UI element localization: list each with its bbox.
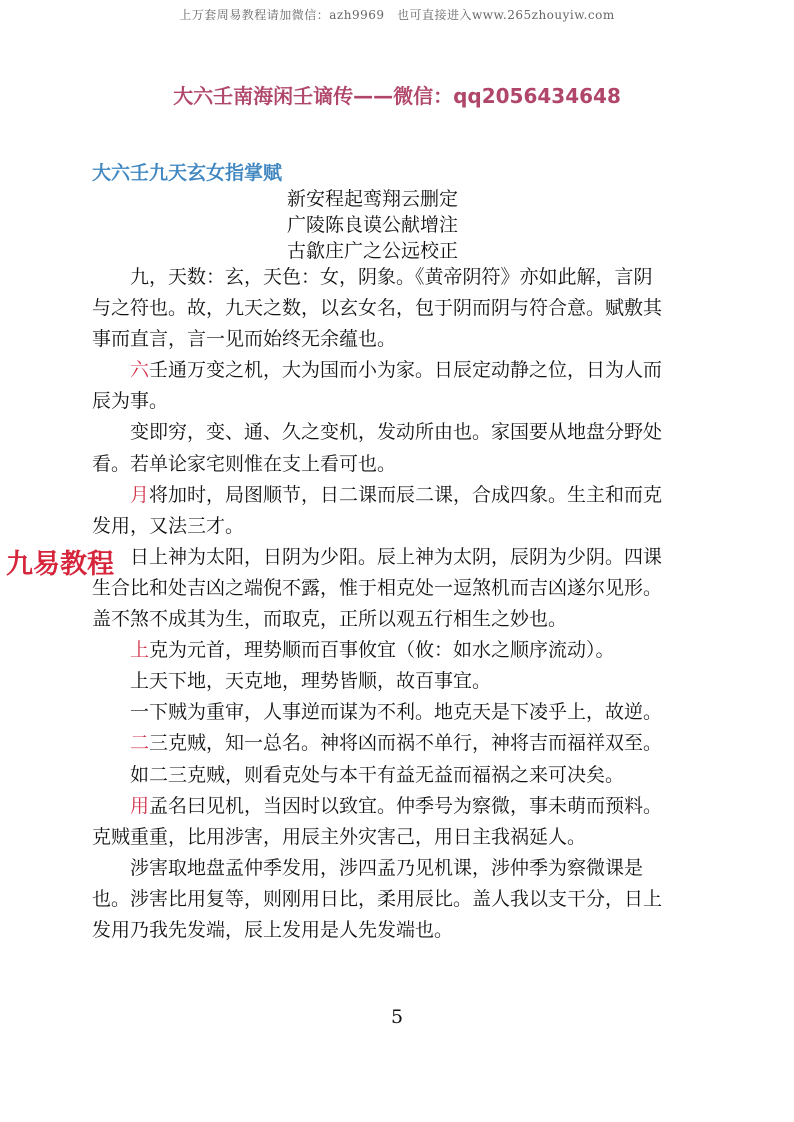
paragraph [92,480,664,542]
paragraph [92,542,664,635]
credit-line: 古歙庄广之公远校正 [287,240,459,262]
paragraph [92,666,664,697]
paragraph [92,791,664,853]
paragraph [92,760,664,791]
paragraph-text: 克为元首，理势顺而百事攸宜（攸：如水之顺序流动）。 [149,639,615,662]
watermark-logo: 九易教程 [6,549,114,580]
paragraph-text: 壬通万变之机，大为国而小为家。日辰定动静之位，日为人而辰为事。 [92,359,663,413]
paragraph-text: 如二三克贼，则看克处与本干有益无益而福祸之来可决矣。 [130,763,625,786]
page-number: 5 [390,1006,404,1028]
paragraph-text: 一下贼为重审，人事逆而谋为不利。地克天是下凌乎上，故逆。 [130,701,663,724]
paragraph-text: 三克贼，知一总名。神将凶而祸不单行，神将吉而福祥双至。 [149,732,663,755]
paragraph [92,262,664,355]
paragraph-lead-char: 上 [130,639,150,662]
paragraph-lead-char: 月 [130,483,150,506]
body-text [92,262,664,946]
paragraph-text: 九，天数：玄，天色：女，阴象。《黄帝阴符》亦如此解，言阴与之符也。故，九天之数，以玄女名，包于阴而阴与符合意。赋敷其事而直言，言一见而始终无余蕴也。 [92,266,663,351]
paragraph [92,853,664,946]
paragraph-lead-char: 六 [130,359,150,382]
credit-line: 广陵陈良谟公献增注 [287,214,459,236]
paragraph [92,697,664,728]
credit-line: 新安程起鸾翔云删定 [287,188,459,210]
paragraph-lead-char: 二 [130,732,150,755]
paragraph-text: 孟名曰见机，当因时以致宜。仲季号为察微，事未萌而预料。克贼重重，比用涉害，用辰主外灾害己，用日主我祸延人。 [92,794,663,848]
paragraph [92,417,664,479]
paragraph [92,355,664,417]
paragraph-text: 涉害取地盘孟仲季发用，涉四孟乃见机课，涉仲季为察微课是也。涉害比用复等，则刚用日比，柔用辰比。盖人我以支干分，日上发用乃我先发端，辰上发用是人先发端也。 [92,856,663,941]
paragraph-text: 将加时，局图顺节，日二课而辰二课，合成四象。生主和而克发用，又法三才。 [92,483,663,537]
paragraph-lead-char: 用 [130,794,150,817]
document-title: 大六壬九天玄女指掌赋 [92,162,283,184]
header-note: 上万套周易教程请加微信：azh9969 也可直接进入www.265zhouyiw.com [179,8,615,22]
paragraph [92,635,664,666]
paragraph-text: 上天下地，天克地，理势皆顺，故百事宜。 [130,670,492,693]
paragraph [92,728,664,759]
paragraph-text: 变即穷，变、通、久之变机，发动所由也。家国要从地盘分野处看。若单论家宅则惟在支上看可也。 [92,421,663,475]
paragraph-text: 日上神为太阳，日阴为少阳。辰上神为太阴，辰阴为少阴。四课生合比和处吉凶之端倪不露，惟于相克处一逗煞机而吉凶遂尔见形。盖不煞不成其为生，而取克，正所以观五行相生之妙也。 [92,545,663,631]
banner-title: 大六壬南海闲壬谪传——微信：qq2056434648 [173,84,621,108]
